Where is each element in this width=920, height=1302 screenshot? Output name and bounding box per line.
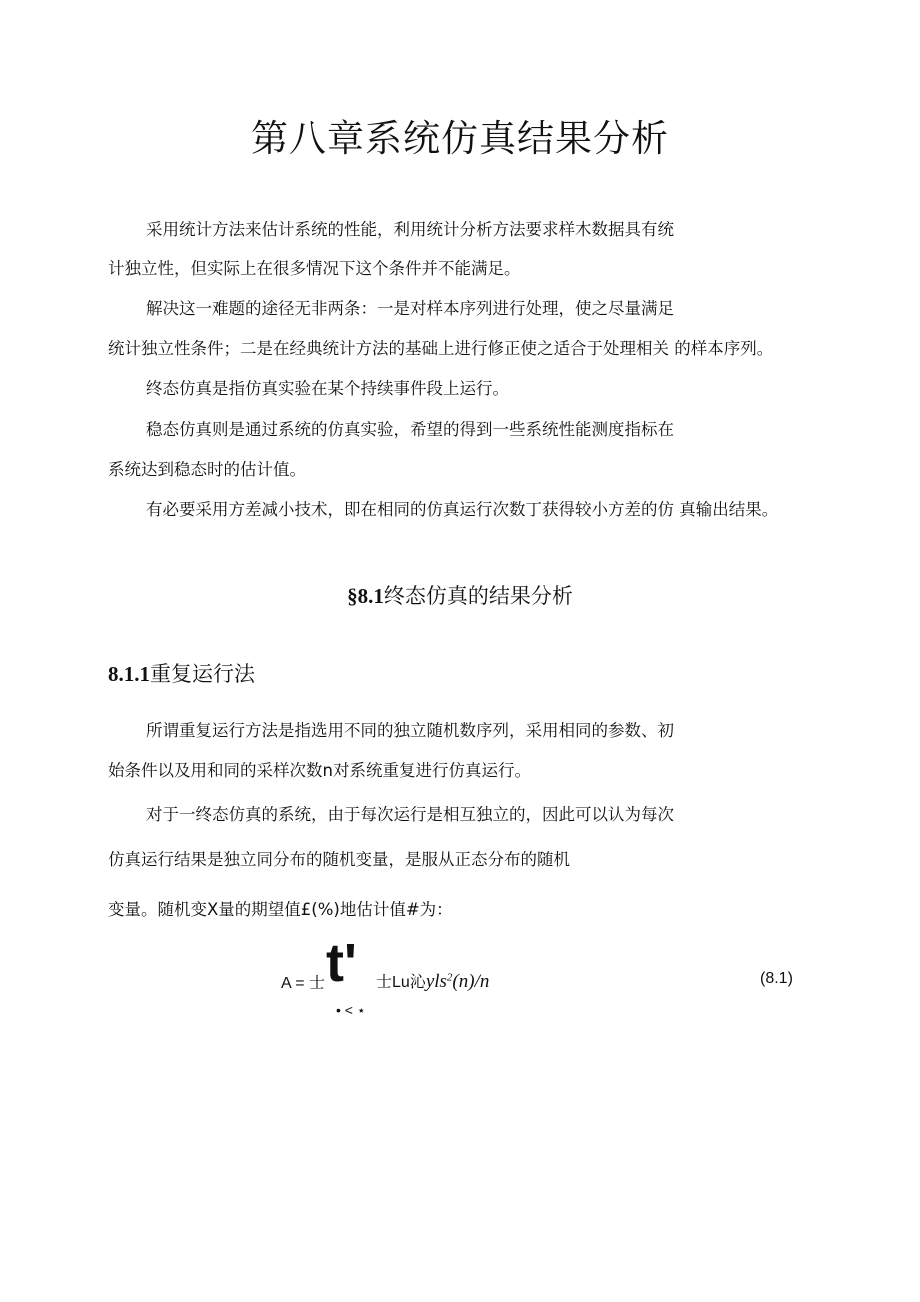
intro-paragraph-1-line-2: 计独立性，但实际上在很多情况下这个条件并不能满足。 — [108, 259, 521, 278]
subsection-title: 重复运行法 — [150, 662, 255, 686]
subsection-number: 8.1.1 — [108, 662, 150, 686]
equation-italic-part: yls — [425, 971, 447, 992]
equation-lhs: A = 士 — [281, 975, 326, 992]
equation-below-marks: • < ⋆ — [336, 1002, 366, 1018]
intro-paragraph-4-line-1: 稳态仿真则是通过系统的仿真实验，希望的得到一些系统性能测度指标在 — [146, 420, 674, 439]
intro-paragraph-2-line-1: 解决这一难题的途径无非两条：一是对样本序列进行处理，使之尽量满足 — [146, 299, 674, 318]
body-paragraph-1-line-2: 始条件以及用和同的采样次数n对系统重复进行仿真运行。 — [108, 761, 531, 780]
section-heading — [0, 580, 920, 610]
section-title: 终态仿真的结果分析 — [383, 584, 573, 608]
body-paragraph-1-line-1: 所谓重复运行方法是指选用不同的独立随机数序列，采用相同的参数、初 — [146, 721, 674, 740]
body-paragraph-2-line-3: 变量。随机变X量的期望值£(%)地估计值#为： — [108, 900, 453, 919]
subsection-heading — [108, 658, 255, 688]
intro-paragraph-3: 终态仿真是指仿真实验在某个持续事件段上运行。 — [146, 379, 509, 398]
intro-paragraph-5: 有必要采用方差减小技术，即在相同的仿真运行次数丁获得较小方差的仿 真输出结果。 — [146, 500, 779, 519]
equation-mid: 士Lu沁 — [376, 974, 426, 991]
equation-superscript: 2 — [446, 971, 453, 984]
intro-paragraph-4-line-2: 系统达到稳态时的估计值。 — [108, 460, 306, 479]
page-title: 第八章系统仿真结果分析 — [251, 117, 669, 160]
equation-big-t: t' — [326, 933, 357, 993]
section-number: §8.1 — [347, 584, 384, 608]
intro-paragraph-2-line-2: 统计独立性条件；二是在经典统计方法的基础上进行修正使之适合于处理相关 的样本序列。 — [108, 339, 774, 358]
body-paragraph-2-line-1: 对于一终态仿真的系统，由于每次运行是相互独立的，因此可以认为每次 — [146, 805, 674, 824]
body-paragraph-2-line-2: 仿真运行结果是独立同分布的随机变量，是服从正态分布的随机 — [108, 850, 570, 869]
equation-expression — [376, 969, 489, 993]
intro-paragraph-1-line-1: 采用统计方法来估计系统的性能，利用统计分析方法要求样木数据具有统 — [146, 220, 674, 239]
equation-tail: (n)/n — [452, 971, 490, 992]
equation-number: (8.1) — [760, 970, 793, 987]
